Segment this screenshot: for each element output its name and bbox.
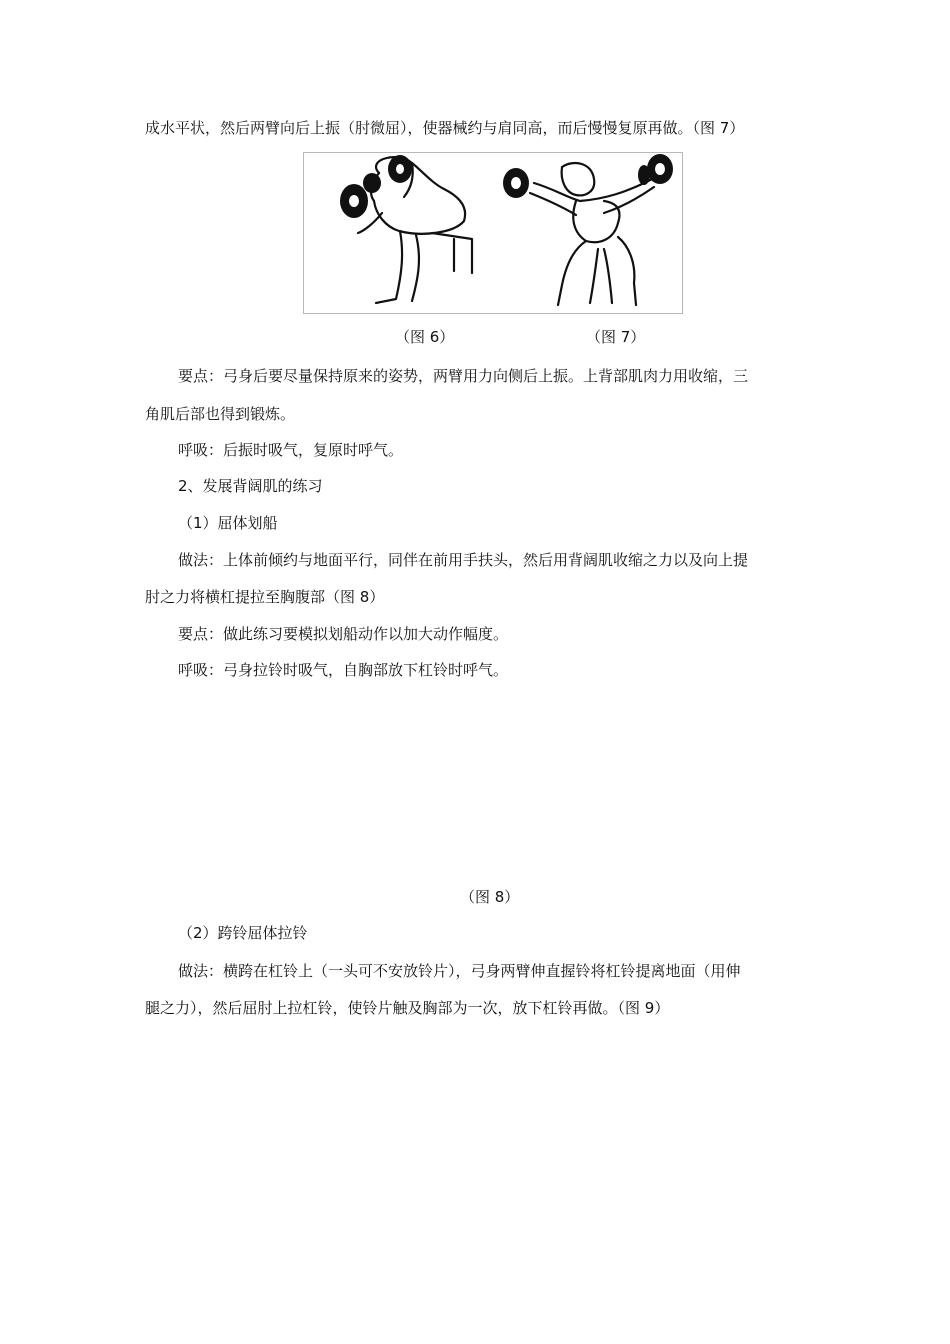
section-heading: 2、发展背阔肌的练习: [178, 477, 323, 495]
paragraph-line: 呼吸：弓身拉铃时吸气，自胸部放下杠铃时呼气。: [178, 661, 509, 679]
paragraph-line: 腿之力），然后屈肘上拉杠铃，使铃片触及胸部为一次，放下杠铃再做。（图 9）: [145, 999, 670, 1017]
paragraph-line: 要点：弓身后要尽量保持原来的姿势，两臂用力向侧后上振。上背部肌肉力用收缩，三: [178, 367, 749, 385]
figure-8-caption: （图 8）: [460, 888, 520, 906]
paragraph-line: 肘之力将横杠提拉至胸腹部（图 8）: [145, 588, 385, 606]
subsection-heading: （2）跨铃屈体拉铃: [178, 924, 308, 942]
dumbbell-figures-drawing: [304, 153, 682, 313]
subsection-heading: （1）屈体划船: [178, 514, 278, 532]
paragraph-line: 做法：横跨在杠铃上（一头可不安放铃片），弓身两臂伸直握铃将杠铃提离地面（用伸: [178, 962, 741, 980]
paragraph-line: 要点：做此练习要模拟划船动作以加大动作幅度。: [178, 625, 509, 643]
paragraph-line: 成水平状，然后两臂向后上振（肘微屈），使器械约与肩同高，而后慢慢复原再做。（图 7）: [145, 119, 745, 137]
paragraph-line: 呼吸：后振时吸气，复原时呼气。: [178, 441, 404, 459]
paragraph-line: 做法：上体前倾约与地面平行，同伴在前用手扶头，然后用背阔肌收缩之力以及向上提: [178, 551, 749, 569]
exercise-illustration: [303, 152, 683, 314]
figure-7-caption: （图 7）: [586, 328, 646, 346]
figure-6-caption: （图 6）: [395, 328, 455, 346]
paragraph-line: 角肌后部也得到锻炼。: [145, 405, 296, 423]
